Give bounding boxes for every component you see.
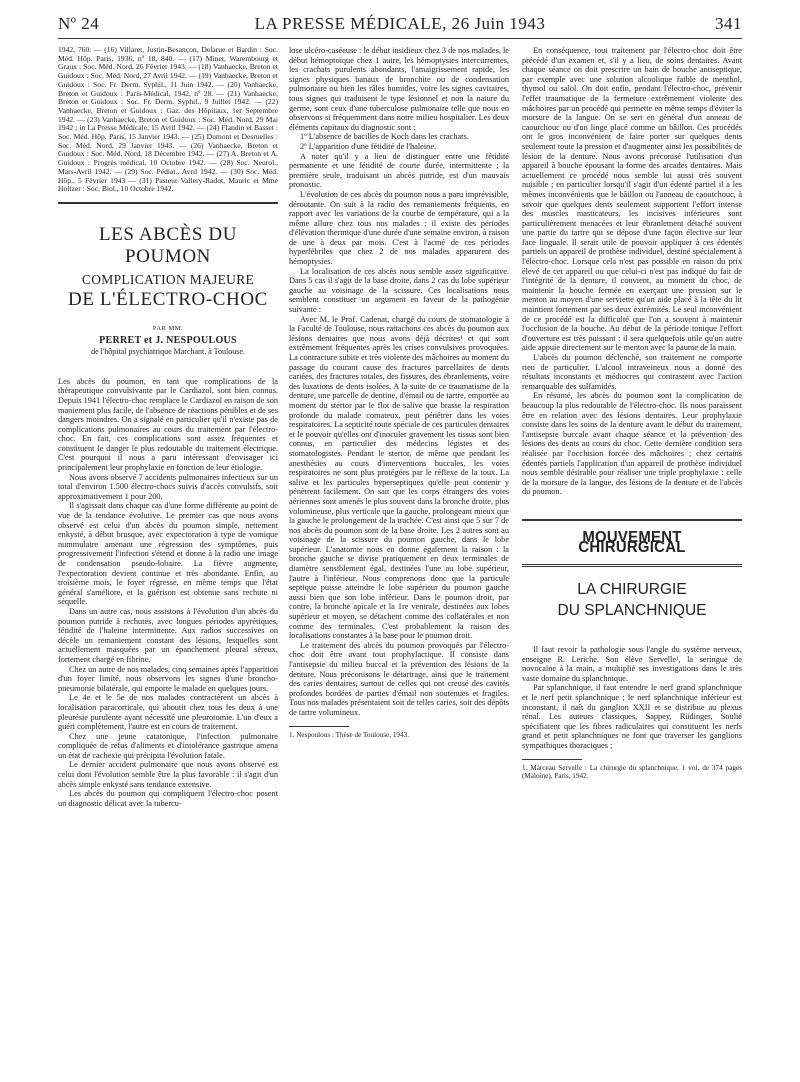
paragraph: L'évolution de ces abcès du poumon nous a paru imprévisible, déroutante. On suit à la radio des remaniements fréquents, en rapport avec les variations de la courbe de température, qui a la même allure chez tous nos malades : il existe des périodes d'élévation thermique d'une durée d'une semaine environ, à raison de une à deux par mois. C'est à l'acmé de ces périodes hyperfébriles que chez 2 de nos malades apparurent des hémoptysies. bbox=[289, 189, 509, 267]
footnote: 1. Marceau Servelle : La chirurgie du splanchnique, 1 vol. de 374 pages (Maloine), Paris, 1942. bbox=[522, 763, 742, 781]
paragraph: Il s'agissait dans chaque cas d'une forme différente au point de vue de la tendance évolutive. Le premier cas que nous avons observé est celui d'un abcès du poumon simple, nettement enkysté, à début brusque, avec expectoration à type de vomique nummulaire amenant une régression des symptômes, puis progressivement l'infection s'étend et donne à la radio une image de condensation pseudo-lobaire. La fièvre augmente, l'expectoration devient continue et très abondante. Enfin, au troisième mois, le foyer régresse, en même temps que l'état général s'améliore, et la guérison est obtenue sans rechute ni séquelle. bbox=[58, 501, 278, 607]
page-number: 341 bbox=[715, 14, 742, 33]
column-1 bbox=[58, 46, 278, 808]
article-subtitle: COMPLICATION MAJEURE bbox=[81, 271, 255, 287]
references-block bbox=[58, 46, 278, 194]
article-title-line2: DU SPLANCHNIQUE bbox=[557, 602, 707, 620]
paragraph: En conséquence, tout traitement par l'électro-choc doit être précédé d'un examen et, s'il y a lieu, de soins dentaires. Avant chaque séance on doit prescrire un bain de bouche antiseptique, par exemple avec une solution alcoolique faible de menthol, thymol ou salol. On doit enfin, pendant l'électro-choc, prévenir l'effet traumatique de la fermeture extrêmement violente des mâchoires par un procédé qui permette en même temps d'éviter la morsure de la langue. On se sert en général d'un anneau de caoutchouc ou d'un linge placé comme un bâillon. Ces procédés ont le gros inconvénient de faire porter sur quelques dents seulement toute la pression et d'augmenter ainsi les possibilités de lésion de la denture. Nous avons préconisé l'utilisation d'un appareil à bouche épousant la forme des arcades dentaires. Mais actuellement ce procédé nous semble lui aussi très souvent nuisible ; en particulier lorsqu'il s'agit d'un édenté partiel il a les mêmes inconvénients que le bâillon ou l'anneau de caoutchouc, à savoir que quelques dents seulement supportent l'effort intense des muscles masticateurs, les incisives inférieures sont particulièrement menacées et leur ébranlement détaché souvent une partie du tartre qui se dépose d'une façon élective sur leur face linguale. Il serait utile de pouvoir appliquer à ces édentés partiels un appareil de prothèse individuel, destiné spécialement à l'électro-choc. Lorsque cela n'est pas possible en raison du prix élevé de cet appareil ou que celui-ci n'est pas indiqué du fait de l'intégrité de la denture, il convient, au moment du choc, de maintenir la bouche fermée en exerçant une pression sur le menton au moyen d'une serviette qu'un aide placé à la tête du lit maintient fortement par ses deux extrémités. Le seul inconvénient de ce procédé est la difficulté que l'on a souvent à maintenir l'occlusion de la bouche. Au début de la période tonique l'effort d'ouverture est très puissant : il sera quelquefois utile qu'un autre aide appuie directement sur le menton avec la paume de la main. bbox=[522, 46, 742, 353]
author-affiliation: de l'hôpital psychiatrique Marchant, à Toulouse. bbox=[91, 347, 245, 357]
references-text: 1942, 760. — (16) Villaret, Justin-Besançon, Delarue et Bardin : Soc. Méd. Hôp. Paris, 1936, nº 18, 840. — (17) Minet, Warembourg et Graux : Soc. Méd. Nord, 26 Février 1943. — (18) Vanhaecke, Breton et Guidoux : Soc. Méd. Nord, 27 Avril 1942. — (19) Vanhaecke, Breton et Guidoux : Soc. Fr. Derm. Syphil., 11 Juin 1942. — (20) Vanhaecke, Breton et Guidoux : Paris-Médical, 1942, nº 28. — (21) Vanhaecke, Breton et Guidoux : Soc. Fr. Derm. Syphil., 9 Juillet 1942. — (22) Vanhaecke, Breton et Guidoux : Gaz. des Hôpitaux, 1er Septembre 1942. — (23) Vanhaecke, Breton et Guidoux : Soc. Méd. Nord, 29 Mai 1942 ; in La Presse Médicale, 15 Avril 1942. — (24) Flandin et Basset : Soc. Méd. Hôp. Paris, 15 Janvier 1943. — (25) Dumont et Desruelles : Soc. Méd. Nord, 29 Janvier 1943. — (26) Vanhaecke, Breton et Guidoux : Soc. Méd. Nord, 18 Décembre 1942. — (27) A. Breton et A. Guidoux : Progrès médical, 10 Octobre 1942. — (28) Soc. Neurol., Mars-Avril 1942. — (29) Soc. Pédiat., Avril 1942. — (30) Soc. Méd. Hôp., 5 Février 1943 — (31) Pasteur Vallery-Radot, Mauric et Mme Holtzer : Soc. Biol., 10 Octobre 1942. bbox=[58, 45, 278, 194]
paragraph: 2º L'apparition d'une fétidité de l'haleine. bbox=[300, 141, 437, 151]
article-title-line1: LES ABCÈS DU POUMON bbox=[98, 223, 238, 267]
article-title bbox=[522, 579, 742, 621]
article-authors: PERRET et J. NESPOULOUS bbox=[99, 334, 237, 346]
paragraph: lose ulcéro-caséeuse : le début insidieux chez 3 de nos malades, le début hémoptoïque chez 1 autre, les hémoptysies intercurrentes, les crachats purulents abondants, l'amaigrissement rapide, les signes physiques banaux de bronchite ou de condensation pulmonaire ou bien les râles humides, voire les signes cavitaires, tous signes qui traduisent le type lésionnel et non la nature du germe, sont ceux d'une tuberculose pulmonaire telle que nous en observons si fréquemment dans notre milieu hospitalier. Les deux éléments capitaux du diagnostic sont : bbox=[289, 46, 509, 132]
paragraph: Chez une jeune catatonique, l'infection pulmonaire compliquée de refus d'aliments et d'intolérance gastrique amena un état de cachexie qui précipita l'évolution fatale. bbox=[58, 731, 278, 760]
paragraph: Le 4e et le 5e de nos malades contractèrent un abcès à localisation paracorticale, qui aboutit chez tous les deux à une pleurésie purulente ayant nécessité une pleurotomie. L'un d'eux a guéri complètement, l'autre est en cours de traitement. bbox=[58, 693, 278, 732]
paragraph: L'abcès du poumon déclenché, son traitement ne comporte rien de particulier. L'alcool intraveineux nous a donné des résultats inconstants et médiocres qui contrastent avec l'action remarquable des sulfamidés. bbox=[522, 353, 742, 391]
section-heading: MOUVEMENT CHIRURGICAL bbox=[578, 528, 686, 556]
section-divider bbox=[58, 202, 278, 204]
paragraph: Par splanchnique, il faut entendre le nerf grand splanchnique et le nerf petit splanchnique ; le nerf splanchnique inférieur est inconstant, il naît du ganglion XXII et se distribue au plexus rénal. Les auteurs classiques, Sappey, Rüdinger, Soulié spécifiaient que les fibres radiculaires qui constituent les nerfs grand et petit splanchniques ne font que traverser les ganglions sympathiques thoraciques ; bbox=[522, 683, 742, 751]
paragraph: Il faut revoir la pathologie sous l'angle du système nerveux, enseigne R. Leriche. Son élève Servelle¹, la seringue de novocaïne à la main, a multiplié ses investigations dans le très vaste domaine du splanchnique. bbox=[522, 645, 742, 683]
paragraph: Le traitement des abcès du poumon provoqués par l'électro-choc doit être avant tout prophylactique. Il consiste dans l'antisepsie du milieu buccal et la prévention des lésions de la denture. Nous préconisons le détartrage, ainsi que le traitement des caries dentaires, surtout de celles qui ont creusé des cavités profondes bordées de parties d'émail non soutenues et fragiles. Tous nos malades présentaient soit de telles caries, soit des dépôts de tartre volumineux. bbox=[289, 640, 509, 717]
footnote-rule bbox=[289, 726, 349, 727]
article-title-line2: DE L'ÉLECTRO-CHOC bbox=[68, 288, 268, 310]
paragraph: 1º L'absence de bacilles de Koch dans les crachats. bbox=[300, 132, 469, 142]
paragraph: Les abcès du poumon qui compliquent l'électro-choc posent un diagnostic délicat avec la tubercu- bbox=[58, 789, 278, 808]
paragraph: Dans un autre cas, nous assistons à l'évolution d'un abcès du poumon putride à rechutes, avec longues périodes apyrétiques, fétidité de l'haleine intermittente. Aux radios successives on décèle un remaniement constant des lésions, lesquelles sont actuellement masquées par un épanchement pleural séreux, fortement chargé en fibrine. bbox=[58, 606, 278, 664]
section-divider bbox=[522, 519, 742, 521]
running-title: LA PRESSE MÉDICALE, 26 Juin 1943 bbox=[254, 14, 546, 33]
paragraph: A noter qu'il y a lieu de distinguer entre une fétidité permanente et une fétidité de courte durée, intermittente ; la première seule, traduisant un abcès putride, est d'un mauvais pronostic. bbox=[289, 151, 509, 190]
paragraph: Avec M. le Prof. Cadenat, chargé du cours de stomatologie à la Faculté de Toulouse, nous rattachons ces abcès du poumon aux lésions dentaires que nous avons déjà décrites¹ et qui sont extrêmement fréquentes après les crises convulsives provoquées. La contracture subite et très violente des mâchoires au moment du passage du courant cause des fractures parcellaires de dents cariées, des fractures totales, des fissures, des ébranlements, voire des luxations de dents isolées. A la suite de ce traumatisme de la denture, une parcelle de dentine, d'émail ou de tartre, emportée au moment du stertor par le flot de salive que brasse la respiration profonde du malade comateux, peut pénétrer dans les voies respiratoires. La septicité toute spéciale de ces particules dentaires et le pouvoir qu'elles ont d'inoculer gravement les tissus sont bien connus, en particulier des médecins légistes et des stomatologistes. Pendant le stertor, de même que pendant les anesthésies au cours d'interventions buccales, les voies respiratoires ne sont plus protégées par le réflexe de la toux. La salive et les particules hyperseptiques qu'elle peut contenir y pénètrent facilement. On sait que les corps étrangers des voies aériennes sont amenés le plus souvent dans la bronche droite, plus volumineuse, plus verticale que la gauche, prolongeant mieux que la gauche le prolongement de la trachée. C'est ainsi que 5 sur 7 de nos abcès du poumon sont de la base droite. Les 2 autres sont au voisinage de la scissure du poumon gauche, dans le lobe supérieur. L'anatomie nous en donne également la raison : la bronche gauche se divise pratiquement en deux terminales de diamètre sensiblement égal, destinées l'une au lobe supérieur, l'autre à l'inférieur. Nous comprenons donc que la particule septique puisse atteindre le lobe supérieur du poumon gauche aussi bien que son lobe inférieur. Dans le poumon droit, par contre, la bronche apicale et la 1re ventrale, destinées aux lobes supérieur et moyen, se détachent comme des collatérales et non comme des terminales. C'est probablement la raison des localisations constantes à la base pour le poumon droit. bbox=[289, 314, 510, 641]
paragraph: La localisation de ces abcès nous semble assez significative. Dans 5 cas il s'agit de la base droite, dans 2 cas du lobe supérieur gauche au voisinage de la scissure. Ces localisations nous semblent constituer un argument en faveur de la pathogénie suivante : bbox=[289, 266, 509, 315]
paragraph: Le dernier accident pulmonaire que nous avons observé est celui dont l'évolution semble être la plus favorable : il s'agit d'un abcès simple enkysté sans tendance extensive. bbox=[58, 760, 278, 789]
running-header bbox=[58, 14, 742, 38]
byline-prefix: PAR MM. bbox=[152, 324, 184, 332]
issue-number: Nº 24 bbox=[58, 14, 100, 33]
paragraph: En résumé, les abcès du poumon sont la complication de beaucoup la plus redoutable de l'électro-choc. Ils nous paraissent être en relation avec des lésions dentaires. Leur prophylaxie consiste dans les soins de la denture avant le début du traitement, l'antisepsie buccale avant chaque séance et la prévention des lésions des dents au cours du choc. Cette dernière condition sera réalisée par l'occlusion forcée des mâchoires ; chez certains édentés partiels l'application d'un appareil de prothèse individuel nous semble désirable pour réaliser une triple prophylaxie : celle de la morsure de la langue, des lésions de la denture et de l'abcès du poumon. bbox=[522, 391, 742, 497]
footnote: 1. Nespoulous : Thèse de Toulouse, 1943. bbox=[289, 730, 410, 739]
footnote-rule bbox=[522, 759, 582, 760]
column-3 bbox=[522, 46, 742, 781]
paragraph: Chez un autre de nos malades, cinq semaines après l'apparition d'un foyer limité, nous observons les signes d'une broncho-pneumonie bilatérale, qui emporte le malade en quelques jours. bbox=[58, 664, 278, 693]
article-title-line1: LA CHIRURGIE bbox=[577, 581, 687, 599]
header-rule bbox=[58, 38, 742, 39]
paragraph: Les abcès du poumon, en tant que complications de la thérapeutique convulsivante par le Cardiazol, sont bien connus. Depuis 1941 l'électro-choc remplace le Cardiazol en raison de son maniement plus facile, de l'absence de réactions pénibles et de ses dangers moindres. On a signalé en particulier qu'il n'existe pas de complications pulmonaires au cours du traitement par l'électro-choc. En fait, ces complications sont assez fréquentes et constituent le danger le plus redoutable du traitement électrique. C'est pourquoi il nous a paru intéressant d'envisager ici principalement leur prophylaxie en fonction de leur étiologie. bbox=[58, 376, 278, 473]
paragraph: Nous avons observé 7 accidents pulmonaires infectieux sur un total d'environ 1.500 électro-chocs suivis d'accès convulsifs, soit approximativement 1 pour 200. bbox=[58, 472, 278, 501]
column-2 bbox=[289, 46, 509, 739]
section-divider bbox=[522, 564, 742, 567]
